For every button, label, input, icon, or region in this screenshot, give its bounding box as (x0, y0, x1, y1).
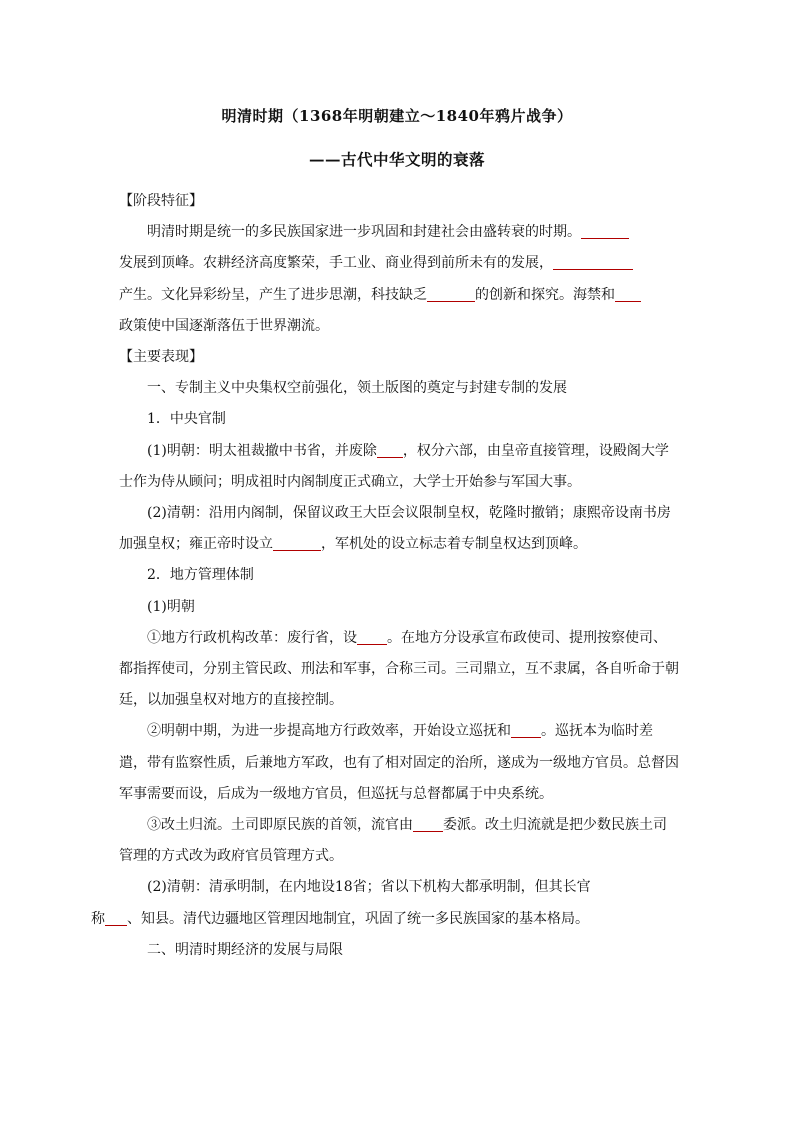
gaitu-guiliu-paragraph (119, 810, 679, 872)
section-header-stage-features: 【阶段特征】 (119, 193, 203, 209)
section-header-main-manifestations: 【主要表现】 (119, 349, 203, 366)
fill-blank[interactable] (273, 534, 321, 551)
fill-blank[interactable] (357, 628, 387, 645)
heading-ming-local: (1)明朝 (147, 598, 195, 615)
qing-local-paragraph (91, 872, 679, 934)
document-title: 明清时期（1368年明朝建立～1840年鸦片战争） (221, 107, 573, 125)
text-run: 称 (91, 910, 105, 927)
text-run: 委派。改土归流就是把少数民族土司管理的方式改为政府官员管理方式。 (119, 817, 667, 865)
text-run: ，军机处的设立标志着专制皇权达到顶峰。 (321, 536, 587, 553)
fill-blank[interactable] (377, 441, 403, 458)
fill-blank[interactable] (615, 285, 641, 302)
fill-blank[interactable] (427, 285, 475, 302)
heading-level-2: 二、明清时期经济的发展与局限 (147, 941, 343, 958)
text-run: (2)清朝：沿用内阁制，保留议政王大臣会议限制皇权，乾隆时撤销；康熙帝设南书房加强皇权；雍正帝时设立 (119, 505, 671, 553)
text-run: ，权分六部，由皇帝直接管理，设殿阁大学士作为侍从顾问；明成祖时内阁制度正式确立，大学士开始参与军国大事。 (119, 442, 669, 490)
heading-local-administration: 2．地方管理体制 (147, 567, 254, 584)
fill-blank[interactable] (511, 721, 541, 738)
fill-blank[interactable] (413, 815, 443, 832)
ming-mid-period-paragraph (119, 716, 679, 810)
stage-features-paragraph (119, 217, 679, 342)
text-run: 政策使中国逐渐落伍于世界潮流。 (119, 317, 329, 334)
text-run: 产生。文化异彩纷呈，产生了进步思潮，科技缺乏 (119, 286, 427, 303)
text-run: (2)清朝：清承明制，在内地设18省；省以下机构大都承明制，但其长官 (147, 879, 591, 896)
fill-blank[interactable] (581, 222, 629, 239)
text-run: 明清时期是统一的多民族国家进一步巩固和封建社会由盛转衰的时期。 (147, 224, 581, 241)
heading-central-government: 1．中央官制 (147, 411, 226, 428)
text-run: (1)明朝：明太祖裁撤中书省，并废除 (147, 442, 377, 459)
text-run: 。在地方分设承宣布政使司、提刑按察使司、都指挥使司，分别主管民政、刑法和军事，合称三司。三司鼎立，互不隶属，各自听命于朝廷，以加强皇权对地方的直接控制。 (119, 629, 679, 709)
text-run: 的创新和探究。海禁和 (475, 286, 615, 303)
heading-level-1: 一、专制主义中央集权空前强化，领土版图的奠定与封建专制的发展 (147, 380, 567, 397)
fill-blank[interactable] (553, 253, 633, 270)
text-run: ③改土归流。土司即原民族的首领，流官由 (147, 817, 413, 834)
text-run: 、知县。清代边疆地区管理因地制宜，巩固了统一多民族国家的基本格局。 (127, 910, 589, 927)
document-body (91, 186, 679, 966)
text-run: 发展到顶峰。农耕经济高度繁荣，手工业、商业得到前所未有的发展， (119, 255, 553, 272)
text-run: 。巡抚本为临时差遣，带有监察性质，后兼地方军政，也有了相对固定的治所，遂成为一级地方官员。总督因军事需要而设，后成为一级地方官员，但巡抚与总督都属于中央系统。 (119, 723, 679, 802)
ming-central-paragraph (119, 436, 679, 498)
qing-central-paragraph (119, 498, 679, 560)
ming-local-reform-paragraph (119, 623, 679, 717)
document-subtitle: ——古代中华文明的衰落 (308, 150, 485, 169)
fill-blank[interactable] (105, 909, 127, 926)
text-run: ②明朝中期，为进一步提高地方行政效率，开始设立巡抚和 (147, 723, 511, 740)
text-run: ①地方行政机构改革：废行省，设 (147, 629, 357, 646)
